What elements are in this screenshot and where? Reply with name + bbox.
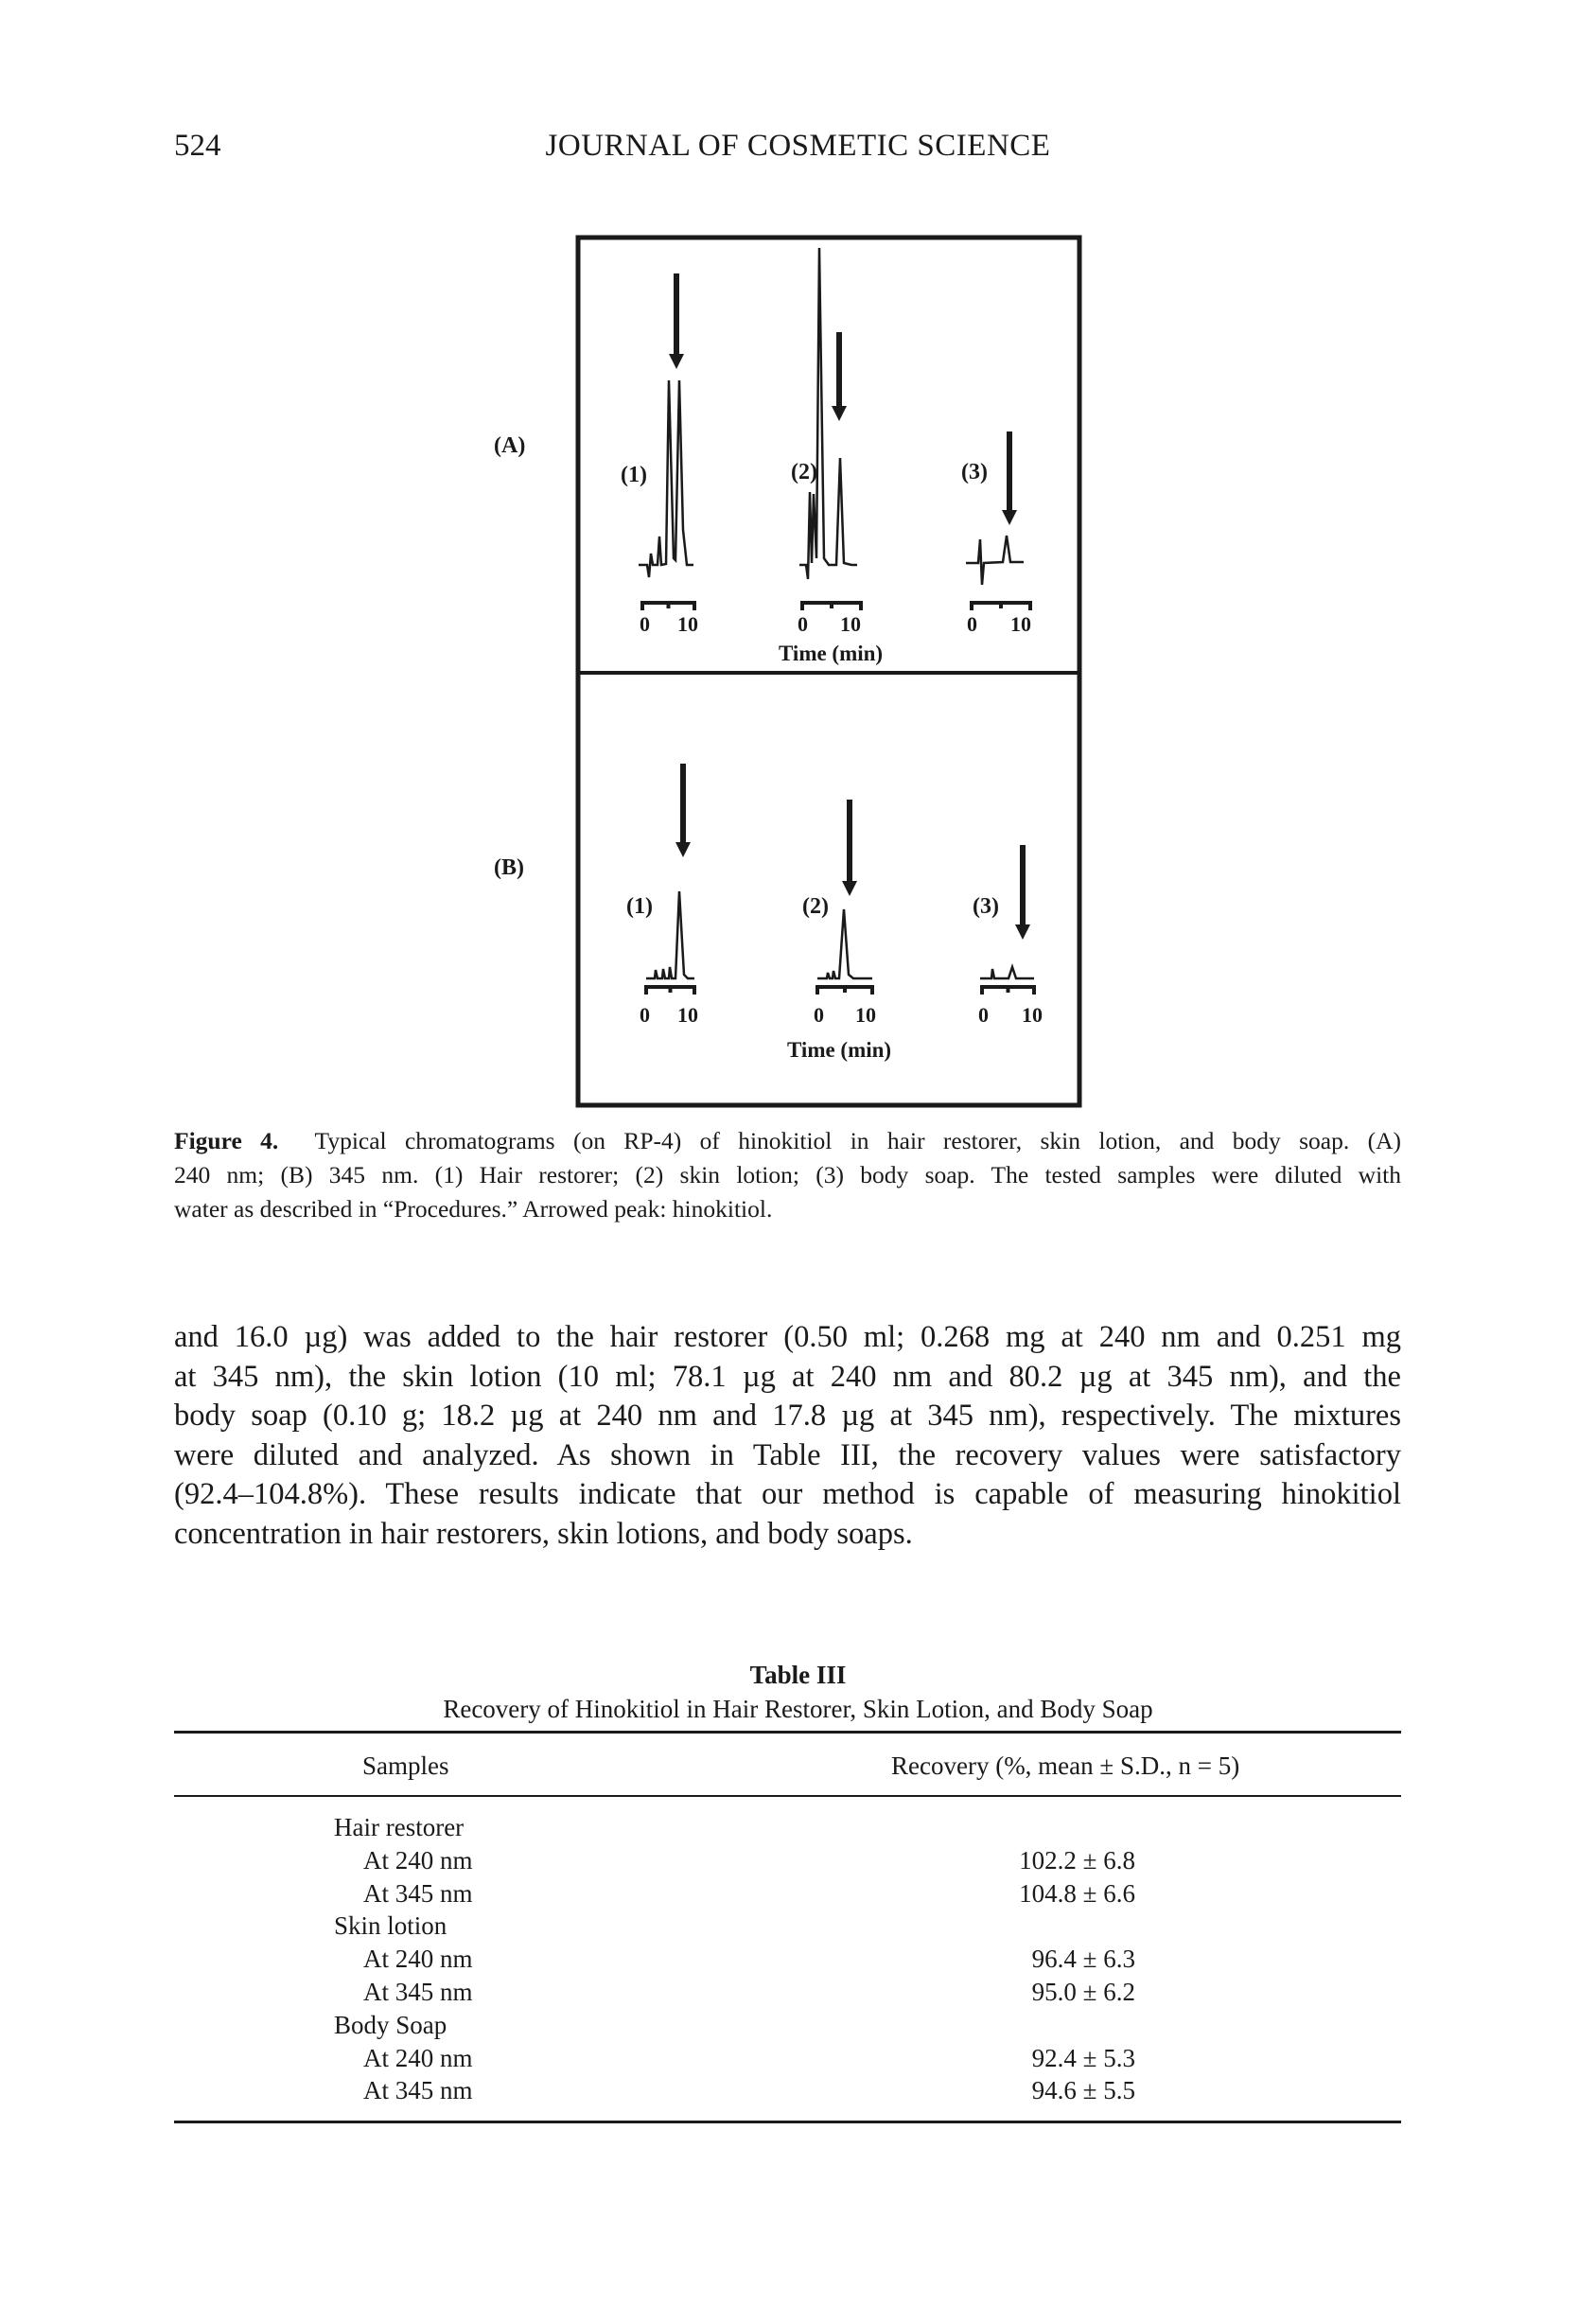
table-row-value: 104.8 ± 6.6 — [1019, 1878, 1135, 1908]
tick-label-10: 10 — [1022, 1003, 1043, 1027]
table-row-value — [851, 1910, 1135, 1943]
column-header-recovery: Recovery (%, mean ± S.D., n = 5) — [891, 1752, 1240, 1780]
chromatogram-b1 — [646, 891, 694, 978]
table-title: Table III — [749, 1661, 847, 1689]
caption-label: Figure 4. — [174, 1127, 279, 1154]
table-row-label: Skin lotion — [334, 1911, 447, 1941]
body-line: were diluted and analyzed. As shown in Table III, the recovery values were satisfactory — [174, 1437, 1401, 1472]
figure-caption — [174, 1124, 1401, 1226]
panel-label-a: (A) — [494, 433, 526, 458]
hinokitiol-arrow-a3-head — [1002, 510, 1017, 525]
chromatogram-a3 — [966, 536, 1024, 585]
hinokitiol-arrow-a1-head — [669, 354, 684, 369]
hinokitiol-arrow-b1-head — [675, 842, 691, 857]
table-row-value: 96.4 ± 6.3 — [1031, 1945, 1135, 1974]
table-row-label: At 240 nm — [363, 2043, 473, 2072]
table-subtitle: Recovery of Hinokitiol in Hair Restorer, Skin Lotion, and Body Soap — [443, 1695, 1153, 1723]
table-row-label: At 345 nm — [363, 1978, 473, 2006]
tick-label-10: 10 — [677, 1003, 698, 1027]
tick-label-0: 0 — [640, 1003, 650, 1027]
time-scale-b1 — [646, 987, 694, 995]
table-row-label: At 345 nm — [363, 1878, 473, 1908]
tick-label-0: 0 — [967, 612, 977, 636]
body-line: and 16.0 µg) was added to the hair restorer (0.50 ml; 0.268 mg at 240 nm and 0.251 mg — [174, 1320, 1401, 1354]
sample-label-a3: (3) — [961, 460, 988, 484]
table-top-rule — [174, 1731, 1401, 1734]
tick-label-0: 0 — [640, 612, 650, 636]
sample-label-b3: (3) — [973, 894, 999, 919]
tick-label-10: 10 — [855, 1003, 876, 1027]
table-row-label: Body Soap — [334, 2010, 447, 2039]
body-line: at 345 nm), the skin lotion (10 ml; 78.1 µg at 240 nm and 80.2 µg at 345 nm), and the — [174, 1359, 1401, 1394]
chromatogram-b2 — [817, 909, 872, 978]
tick-label-10: 10 — [840, 612, 861, 636]
time-scale-a1 — [642, 603, 694, 610]
tick-label-0: 0 — [814, 1003, 824, 1027]
time-scale-b3 — [982, 987, 1034, 995]
chromatogram-figure — [0, 0, 1596, 1117]
time-scale-b2 — [817, 987, 872, 995]
time-scale-a2 — [802, 603, 861, 610]
page-number: 524 — [174, 129, 221, 163]
x-axis-label-a: Time (min) — [779, 642, 884, 665]
sample-label-b2: (2) — [802, 894, 829, 919]
table-bottom-rule — [174, 2121, 1401, 2123]
table-row-label: Hair restorer — [334, 1813, 465, 1841]
x-axis-label-b: Time (min) — [787, 1038, 892, 1062]
table-row-label: At 240 nm — [363, 1845, 473, 1875]
hinokitiol-arrow-b3-head — [1015, 924, 1030, 940]
tick-label-0: 0 — [978, 1003, 989, 1027]
chromatogram-a2 — [799, 248, 857, 579]
chromatogram-b3 — [980, 967, 1034, 978]
column-header-samples: Samples — [362, 1752, 449, 1780]
hinokitiol-arrow-a2-head — [832, 406, 847, 421]
panel-label-b: (B) — [494, 855, 524, 880]
table-row-value — [851, 1811, 1135, 1844]
body-line: (92.4–104.8%). These results indicate that our method is capable of measuring hinokitiol — [174, 1477, 1401, 1512]
sample-label-a2: (2) — [791, 460, 817, 484]
caption-line: Typical chromatograms (on RP-4) of hinokitiol in hair restorer, skin lotion, and body soap. (A) — [314, 1127, 1401, 1154]
table-header-rule — [174, 1795, 1401, 1797]
table-row-label: At 240 nm — [363, 1945, 473, 1974]
body-line: body soap (0.10 g; 18.2 µg at 240 nm and 17.8 µg at 345 nm), respectively. The mixtures — [174, 1399, 1401, 1434]
time-scale-a3 — [972, 603, 1030, 610]
table-row-value: 94.6 ± 5.5 — [1031, 2076, 1135, 2105]
table-row-value: 92.4 ± 5.3 — [1031, 2043, 1135, 2072]
body-paragraph — [174, 1318, 1401, 1555]
tick-label-0: 0 — [798, 612, 808, 636]
table-row-value — [851, 2009, 1135, 2042]
tick-label-10: 10 — [1010, 612, 1031, 636]
running-header: JOURNAL OF COSMETIC SCIENCE — [545, 129, 1051, 163]
tick-label-10: 10 — [677, 612, 698, 636]
table-row-value: 95.0 ± 6.2 — [1031, 1978, 1135, 2006]
sample-label-a1: (1) — [621, 463, 647, 487]
caption-line: 240 nm; (B) 345 nm. (1) Hair restorer; (2) skin lotion; (3) body soap. The tested samples were diluted with — [174, 1161, 1401, 1188]
hinokitiol-arrow-b2-head — [842, 881, 857, 896]
table-row-value: 102.2 ± 6.8 — [1019, 1845, 1135, 1875]
sample-label-b1: (1) — [626, 894, 653, 919]
caption-line: water as described in “Procedures.” Arrowed peak: hinokitiol. — [174, 1195, 773, 1223]
body-line: concentration in hair restorers, skin lotions, and body soaps. — [174, 1516, 913, 1551]
table-row-label: At 345 nm — [363, 2076, 473, 2105]
